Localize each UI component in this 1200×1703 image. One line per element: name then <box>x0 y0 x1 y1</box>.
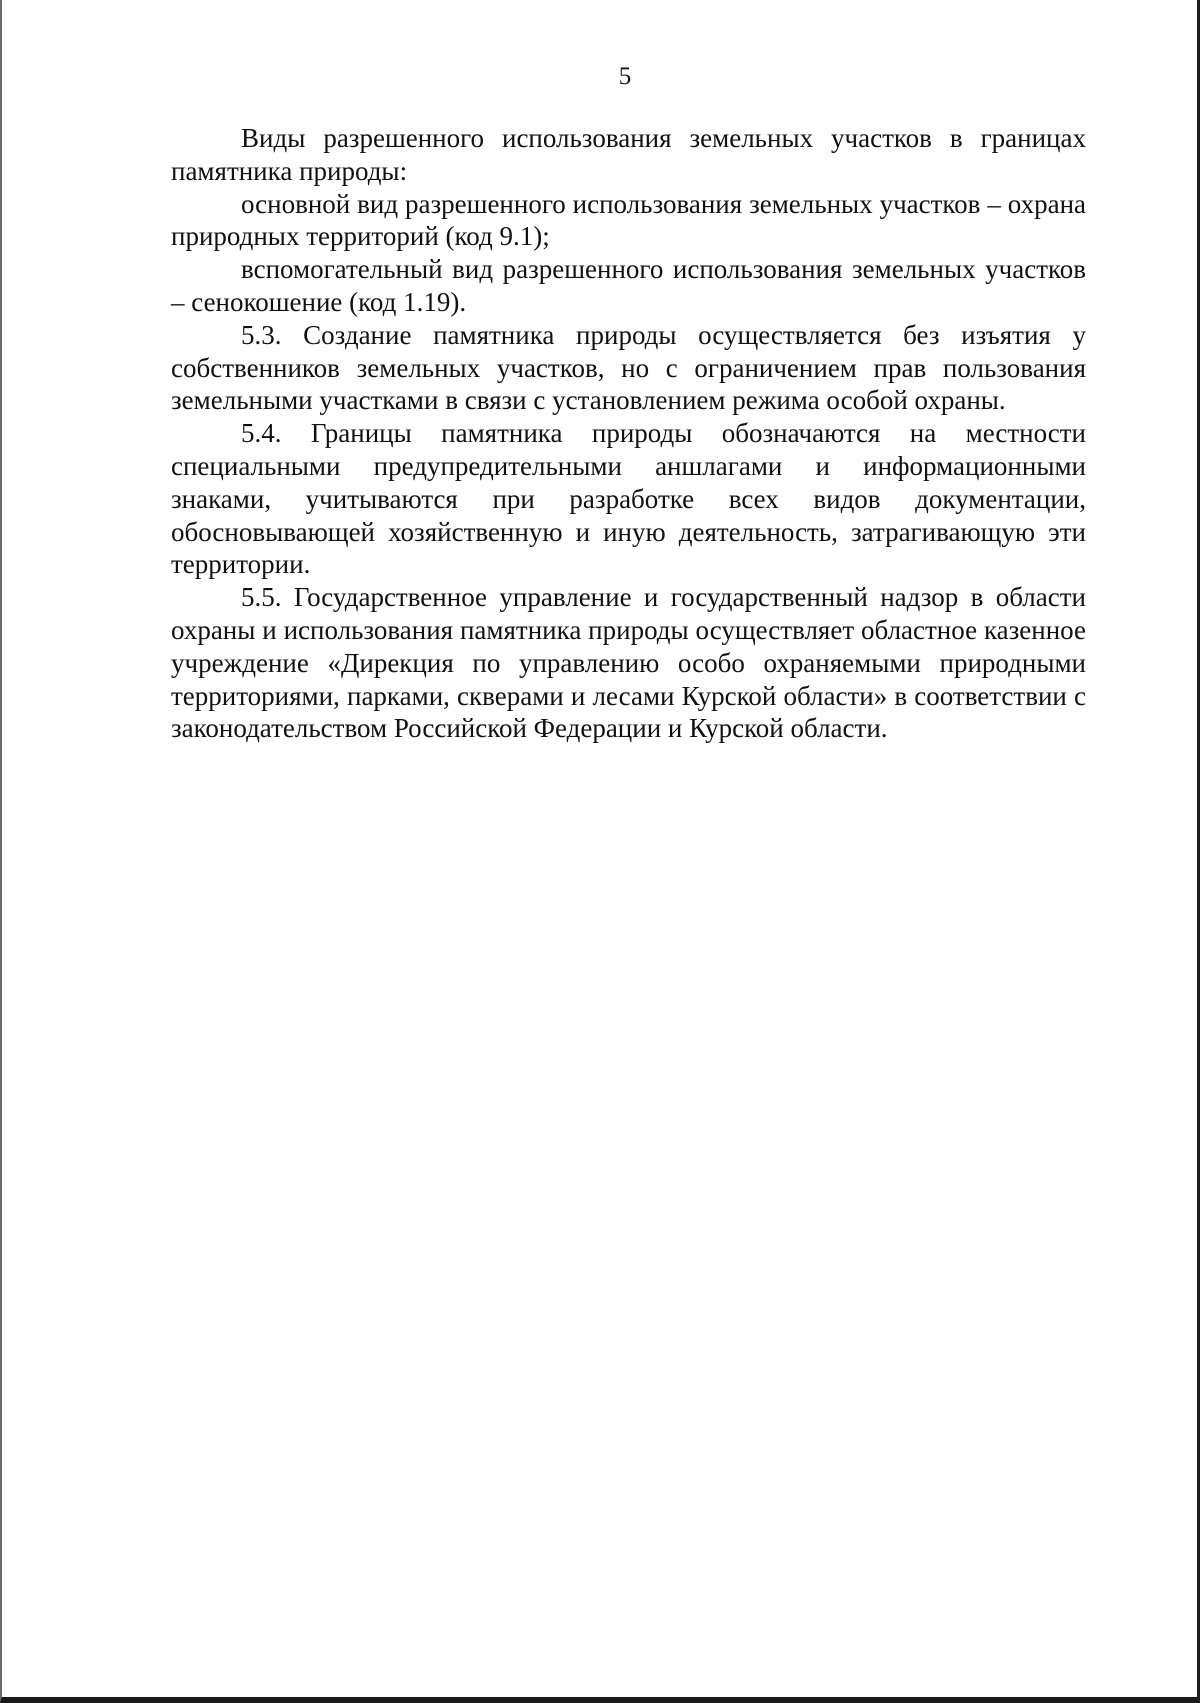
paragraph-5-4: 5.4. Границы памятника природы обозначаются на местности специальными предупредительными аншлагами и информационными знаками, учитываются при разработке всех видов документации, обосновывающей хозяйственную и иную деятельность, затрагивающую эти территории. <box>171 418 1086 580</box>
paragraph-land-use-types: Виды разрешенного использования земельных участков в границах памятника природы: <box>171 123 1086 186</box>
page-number: 5 <box>618 63 632 90</box>
paragraph-5-5: 5.5. Государственное управление и государственный надзор в области охраны и использования памятника природы осуществляет областное казенное учреждение «Дирекция по управлению особо охраняемыми природными территориями, парками, скверами и лесами Курской области» в соответствии с законодательством Российской Федерации и Курской области. <box>171 582 1086 744</box>
paragraph-auxiliary-land-use: вспомогательный вид разрешенного использования земельных участков – сенокошение (код 1.19). <box>171 254 1086 317</box>
paragraph-main-land-use: основной вид разрешенного использования земельных участков – охрана природных территорий (код 9.1); <box>171 188 1086 252</box>
document-body <box>171 122 1086 745</box>
paragraph-5-3: 5.3. Создание памятника природы осуществляется без изъятия у собственников земельных участков, но с ограничением прав пользования земельными участками в связи с установлением режима особой охраны. <box>171 319 1086 416</box>
